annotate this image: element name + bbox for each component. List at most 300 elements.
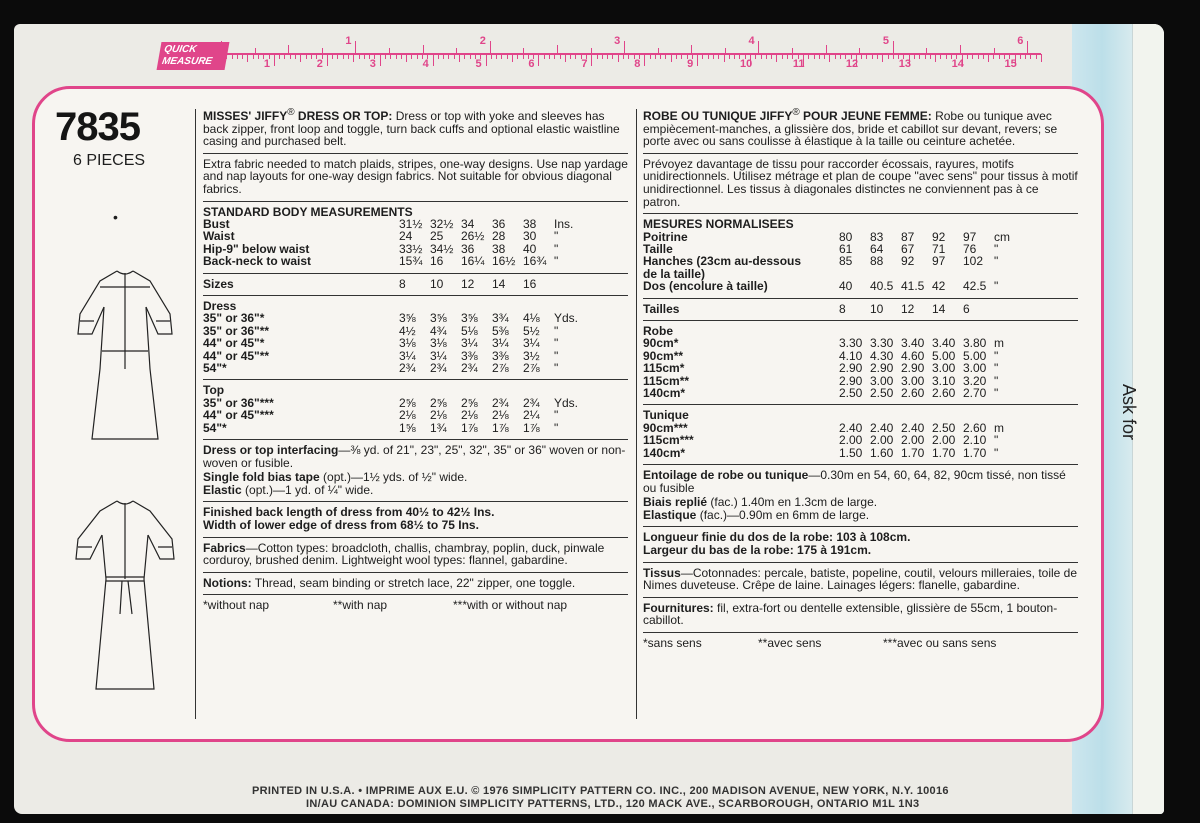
ruler-tick <box>713 54 714 59</box>
ruler-tick <box>364 54 365 59</box>
row-value: 3.30 <box>870 336 894 351</box>
fr-measurements-table <box>643 218 1071 292</box>
table-row <box>643 337 1071 349</box>
ruler-tick <box>523 54 524 59</box>
ruler-tick <box>232 54 233 59</box>
ruler-tick <box>607 54 608 59</box>
row-value: 2.40 <box>901 420 925 435</box>
row-unit: " <box>994 241 999 256</box>
ruler-tick <box>999 54 1000 59</box>
row-label: 35" or 36"*** <box>203 395 274 410</box>
row-label: Waist <box>203 229 235 244</box>
en-fabrics: Fabrics—Cotton types: broadcloth, challis, chambray, poplin, duck, pinwale corduroy, brushed denim. Lightweight wool types: flannel, gabardine. <box>203 540 605 568</box>
row-unit <box>994 268 1071 280</box>
row-value: 3⅜ <box>492 348 509 363</box>
ruler-tick <box>861 54 862 59</box>
en-top-table <box>203 384 621 434</box>
row-value: 2⅛ <box>461 408 478 423</box>
ruler-tick <box>612 54 613 59</box>
row-unit: Yds. <box>554 395 579 410</box>
ruler-inch-number: 1 <box>345 35 352 47</box>
row-value: 32½ <box>430 216 454 231</box>
table-header-row <box>643 409 1071 421</box>
row-label: 115cm*** <box>643 433 694 448</box>
ruler-inch-number: 2 <box>479 35 486 47</box>
ruler-tick <box>819 54 820 59</box>
row-value: 38 <box>523 216 537 231</box>
row-value: 3⅛ <box>399 336 416 351</box>
row-value: 3½ <box>523 348 540 363</box>
row-unit: cm <box>994 229 1010 244</box>
ruler-tick <box>337 54 338 59</box>
table-row <box>203 255 621 267</box>
ruler-cm-number: 3 <box>369 58 376 70</box>
row-unit: " <box>554 361 559 376</box>
ruler-tick <box>826 45 827 53</box>
ruler-tick <box>355 41 356 53</box>
row-value: 3¼ <box>523 336 540 351</box>
ruler-tick <box>935 54 936 62</box>
fr-lower-width: Largeur du bas de la robe: 175 à 191cm. <box>643 543 872 558</box>
quick-measure-ruler <box>159 34 1044 72</box>
row-value: 97 <box>932 254 946 269</box>
ruler-tick <box>725 48 726 53</box>
ruler-tick <box>792 48 793 53</box>
ruler-tick <box>824 54 825 59</box>
ruler-tick <box>660 54 661 59</box>
ruler-tick <box>718 54 719 59</box>
ruler-tick <box>808 54 809 59</box>
row-value: 2.60 <box>901 386 925 401</box>
row-value: 33½ <box>399 241 423 256</box>
row-value: 3¼ <box>399 348 416 363</box>
row-value: 24 <box>399 229 413 244</box>
table-row <box>643 362 1071 374</box>
ruler-tick <box>560 54 561 59</box>
ruler-tick <box>423 45 424 53</box>
ruler-tick <box>570 54 571 59</box>
row-unit: " <box>554 336 559 351</box>
row-value: 4.60 <box>901 348 925 363</box>
row-value: 4½ <box>399 323 416 338</box>
row-value: 3⅝ <box>399 311 416 326</box>
row-value: 3.10 <box>932 373 956 388</box>
ruler-tick <box>697 54 698 66</box>
size-value: 8 <box>399 276 406 291</box>
content-frame <box>32 86 1104 742</box>
row-label: Dos (encolure à taille) <box>643 279 768 294</box>
row-value: 71 <box>932 241 946 256</box>
row-unit: " <box>554 229 559 244</box>
ruler-tick <box>766 54 767 59</box>
row-label: 44" or 45"** <box>203 348 270 363</box>
row-value: 4.10 <box>839 348 863 363</box>
ruler-tick <box>655 54 656 59</box>
ruler-tick <box>311 54 312 59</box>
ruler-tick <box>242 54 243 59</box>
sizes-label: Tailles <box>643 301 680 316</box>
row-value: 2⅛ <box>492 408 509 423</box>
dot-mark: • <box>113 209 118 225</box>
row-value: 16¾ <box>523 254 547 269</box>
row-value: 31½ <box>399 216 423 231</box>
ruler-tick <box>1030 54 1031 59</box>
ruler-tick <box>380 54 381 66</box>
row-value: 16¼ <box>461 254 485 269</box>
row-value: 2¾ <box>399 361 416 376</box>
ruler-tick <box>544 54 545 59</box>
table-row <box>203 362 621 374</box>
row-value: 3⅝ <box>430 311 447 326</box>
ruler-tick <box>290 54 291 59</box>
row-unit: " <box>994 433 999 448</box>
row-unit: " <box>554 254 559 269</box>
row-value: 1.50 <box>839 445 863 460</box>
size-value: 12 <box>901 301 915 316</box>
ruler-tick <box>734 54 735 59</box>
en-elastic: Elastic (opt.)—1 yd. of ¼" wide. <box>203 482 374 497</box>
row-label: 35" or 36"** <box>203 323 270 338</box>
size-value: 6 <box>963 301 970 316</box>
row-value: 2⅞ <box>523 361 540 376</box>
ruler-tick <box>1041 54 1042 62</box>
row-value: 3¼ <box>430 348 447 363</box>
ruler-cm-number: 7 <box>581 58 588 70</box>
row-value: 40 <box>839 279 853 294</box>
row-value: 3⅝ <box>461 311 478 326</box>
fr-description: ROBE OU TUNIQUE JIFFY® POUR JEUNE FEMME: Robe ou tunique avec empiècement-manches, a glissière dos, bride et cabillot sur devant, revers; se porte avec ou sans coulisse à élastique à la taille ou ceinture achetée. <box>643 107 1058 149</box>
ruler-tick <box>401 54 402 59</box>
row-value: 2.90 <box>901 361 925 376</box>
ruler-tick <box>859 48 860 53</box>
ruler-tick <box>491 54 492 59</box>
table-row <box>203 337 621 349</box>
ruler-tick <box>359 54 360 59</box>
row-unit: " <box>994 279 999 294</box>
table-row <box>643 255 1071 267</box>
row-label: 90cm* <box>643 336 679 351</box>
ruler-tick <box>490 41 491 53</box>
side-flap-text: Ask for <box>1119 384 1139 441</box>
row-value: 67 <box>901 241 915 256</box>
row-value: 2.90 <box>839 361 863 376</box>
row-value: 2.70 <box>963 386 987 401</box>
row-label: 54"* <box>203 420 227 435</box>
row-label: 140cm* <box>643 386 686 401</box>
ruler-tick <box>925 54 926 59</box>
row-value: 36 <box>461 241 475 256</box>
row-unit: " <box>554 348 559 363</box>
row-label: 140cm* <box>643 445 686 460</box>
ruler-tick <box>456 48 457 53</box>
row-value: 16 <box>430 254 444 269</box>
ruler-tick <box>443 54 444 59</box>
ruler-tick <box>549 54 550 59</box>
size-value: 16 <box>523 276 537 291</box>
ruler-tick <box>470 54 471 59</box>
table-row <box>643 434 1071 446</box>
row-label: 90cm** <box>643 348 684 363</box>
row-value: 2¼ <box>523 408 540 423</box>
row-value: 1.70 <box>901 445 925 460</box>
ruler-tick <box>221 54 222 66</box>
ruler-tick <box>978 54 979 59</box>
ruler-tick <box>835 54 836 59</box>
english-column <box>203 107 628 612</box>
ruler-tick <box>226 54 227 59</box>
row-value: 80 <box>839 229 853 244</box>
fr-bias-tape: Biais replié (fac.) 1.40m en 1.3cm de large. <box>643 495 878 510</box>
ruler-cm-number: 5 <box>475 58 482 70</box>
ruler-tick <box>565 54 566 62</box>
row-unit: " <box>554 323 559 338</box>
row-label: 54"* <box>203 361 227 376</box>
ruler-tick <box>724 54 725 62</box>
ruler-tick <box>681 54 682 59</box>
ruler-tick <box>554 54 555 59</box>
size-value: 14 <box>932 301 946 316</box>
ruler-tick <box>343 54 344 59</box>
row-value: 97 <box>963 229 977 244</box>
row-unit: " <box>554 241 559 256</box>
ruler-tick <box>946 54 947 59</box>
size-value: 10 <box>430 276 444 291</box>
ruler-tick <box>406 54 407 62</box>
ruler-tick <box>448 54 449 59</box>
left-divider <box>195 109 196 719</box>
fr-dress-table <box>643 325 1071 399</box>
fr-top-table <box>643 409 1071 459</box>
table-row <box>643 280 1071 292</box>
ruler-tick <box>390 54 391 59</box>
row-value: 102 <box>963 254 984 269</box>
row-label: Poitrine <box>643 229 688 244</box>
row-value: 41.5 <box>901 279 925 294</box>
row-value: 2⅞ <box>492 361 509 376</box>
row-value: 2¾ <box>523 395 540 410</box>
footer-line-1: PRINTED IN U.S.A. • IMPRIME AUX E.U. © 1976 SIMPLICITY PATTERN CO. INC., 200 MADISON AVENUE, NEW YORK, N.Y. 10016 <box>252 785 949 797</box>
row-value: 4⅛ <box>523 311 540 326</box>
row-unit: " <box>994 254 999 269</box>
ruler-tick <box>967 54 968 59</box>
row-value: 2¾ <box>461 361 478 376</box>
ruler-tick <box>960 45 961 53</box>
row-value: 40 <box>523 241 537 256</box>
ruler-tick <box>758 41 759 53</box>
ruler-tick <box>512 54 513 62</box>
ruler-tick <box>591 48 592 53</box>
ruler-cm-number: 8 <box>634 58 641 70</box>
row-value: 3.00 <box>901 373 925 388</box>
row-value: 40.5 <box>870 279 894 294</box>
size-value: 8 <box>839 301 846 316</box>
row-value: 42.5 <box>963 279 987 294</box>
table-row <box>643 231 1071 243</box>
row-value: 26½ <box>461 229 485 244</box>
ruler-tick <box>255 48 256 53</box>
row-label: Taille <box>643 241 673 256</box>
size-value: 10 <box>870 301 884 316</box>
row-value: 76 <box>963 241 977 256</box>
row-value: 16½ <box>492 254 516 269</box>
ruler-cm-number: 10 <box>740 58 753 70</box>
row-unit: m <box>994 420 1004 435</box>
fr-fabrics: Tissus—Cotonnades: percale, batiste, popeline, coutil, velours milleraies, toile de Nimes duveteuse. Crêpe de laine. Lainages légers: flanelle, gabardine. <box>643 565 1078 593</box>
table-row <box>643 387 1071 399</box>
ruler-tick <box>888 54 889 59</box>
ruler-tick <box>926 48 927 53</box>
row-value: 64 <box>870 241 884 256</box>
en-interfacing: Dress or top interfacing—⅜ yd. of 21", 23", 25", 32", 35" or 36" woven or non-woven or fusible. <box>203 443 626 470</box>
fr-footnotes: *sans sens **avec sens ***avec ou sans sens <box>643 636 997 650</box>
ruler-tick <box>829 54 830 62</box>
ruler-tick <box>755 54 756 59</box>
row-value: 3.20 <box>963 373 987 388</box>
ruler-tick <box>814 54 815 59</box>
ruler-tick <box>787 54 788 59</box>
row-label: 44" or 45"*** <box>203 408 274 423</box>
en-bias-tape: Single fold bias tape (opt.)—1½ yds. of ½" wide. <box>203 470 468 485</box>
ruler-tick <box>253 54 254 59</box>
ruler-tick <box>676 54 677 59</box>
fr-notions: Fournitures: fil, extra-fort ou dentelle extensible, glissière de 55cm, 1 bouton-cabillot. <box>643 600 1058 628</box>
row-value: 2.50 <box>932 420 956 435</box>
ruler-tick <box>776 54 777 62</box>
row-value: 2.00 <box>870 433 894 448</box>
ruler-tick <box>988 54 989 62</box>
row-value: 4.30 <box>870 348 894 363</box>
ruler-tick <box>914 54 915 59</box>
fr-sizes-table <box>643 303 1071 315</box>
row-unit: " <box>994 386 999 401</box>
ruler-tick <box>279 54 280 59</box>
row-value: 3⅜ <box>461 348 478 363</box>
row-value: 3.80 <box>963 336 987 351</box>
ruler-tick <box>1036 54 1037 59</box>
ruler-tick <box>893 54 894 59</box>
row-value: 34 <box>461 216 475 231</box>
ruler-tick <box>300 54 301 62</box>
ruler-tick <box>623 54 624 59</box>
row-label: de la taille) <box>643 266 706 281</box>
quick-measure-badge: QUICK MEASURE <box>157 42 230 70</box>
ruler-tick <box>919 54 920 59</box>
row-value: 2.00 <box>901 433 925 448</box>
ruler-tick <box>288 45 289 53</box>
center-divider <box>636 109 637 719</box>
table-row <box>643 447 1071 459</box>
row-value: 2⅛ <box>399 408 416 423</box>
ruler-tick <box>396 54 397 59</box>
row-value: 5⅜ <box>492 323 509 338</box>
french-column <box>643 107 1078 650</box>
pattern-header <box>55 105 185 170</box>
ruler-tick <box>221 41 222 53</box>
row-value: 2.60 <box>963 420 987 435</box>
row-value: 2.00 <box>839 433 863 448</box>
row-value: 25 <box>430 229 444 244</box>
ruler-tick <box>385 54 386 59</box>
table-row <box>203 218 621 230</box>
table-row <box>203 230 621 242</box>
ruler-tick <box>771 54 772 59</box>
table-header: Top <box>203 383 225 398</box>
ruler-tick <box>1020 54 1021 59</box>
row-value: 15¾ <box>399 254 423 269</box>
ruler-tick <box>438 54 439 59</box>
row-value: 3.00 <box>963 361 987 376</box>
ruler-tick <box>417 54 418 59</box>
ruler-cm-number: 1 <box>263 58 271 70</box>
table-row <box>203 422 621 434</box>
row-value: 34½ <box>430 241 454 256</box>
en-description: MISSES' JIFFY® DRESS OR TOP: Dress or top with yoke and sleeves has back zipper, front loop and toggle, turn back cuffs and optional elastic waistline casing and purchased belt. <box>203 107 620 149</box>
row-value: 3.00 <box>870 373 894 388</box>
en-lower-width: Width of lower edge of dress from 68½ to 75 Ins. <box>203 518 479 533</box>
row-label: 44" or 45"* <box>203 336 265 351</box>
ruler-tick <box>624 41 625 53</box>
size-value: 12 <box>461 276 475 291</box>
sizes-label: Sizes <box>203 276 234 291</box>
ruler-tick <box>940 54 941 59</box>
footer-line-2: IN/AU CANADA: DOMINION SIMPLICITY PATTERNS, LTD., 120 MACK AVE., SCARBOROUGH, ONTARIO M1L 1N3 <box>306 798 920 810</box>
en-finished-length: Finished back length of dress from 40½ to 42½ Ins. <box>203 505 495 520</box>
row-unit: " <box>994 373 999 388</box>
table-header: Robe <box>643 324 673 338</box>
row-value: 2.40 <box>870 420 894 435</box>
ruler-tick <box>284 54 285 59</box>
row-label: Hanches (23cm au-dessous <box>643 254 802 269</box>
ruler-tick <box>644 54 645 66</box>
row-unit: m <box>994 336 1004 351</box>
ruler-cm-number: 15 <box>1004 58 1017 70</box>
ruler-tick <box>237 54 238 59</box>
row-unit: " <box>994 445 999 460</box>
row-value: 83 <box>870 229 884 244</box>
row-label: 35" or 36"* <box>203 311 265 326</box>
row-value: 92 <box>932 229 946 244</box>
fr-interfacing: Entoilage de robe ou tunique—0.30m en 54, 60, 64, 82, 90cm tissé, non tissé ou fusible <box>643 468 1066 495</box>
ruler-tick <box>983 54 984 59</box>
ruler-tick <box>597 54 598 59</box>
ruler-tick <box>501 54 502 59</box>
row-value: 2.50 <box>839 386 863 401</box>
ruler-tick <box>507 54 508 59</box>
printing-credits <box>252 785 949 811</box>
row-unit: " <box>554 420 559 435</box>
ruler-tick <box>348 54 349 59</box>
ruler-tick <box>840 54 841 59</box>
ruler-tick <box>353 54 354 62</box>
ruler-tick <box>295 54 296 59</box>
ruler-tick <box>322 48 323 53</box>
row-label: Back-neck to waist <box>203 254 312 269</box>
ruler-tick <box>258 54 259 59</box>
en-sizes-table <box>203 278 621 290</box>
row-value: 2⅝ <box>430 395 447 410</box>
ruler-cm-number: 9 <box>687 58 694 70</box>
row-value: 87 <box>901 229 915 244</box>
row-value: 3⅛ <box>430 336 447 351</box>
row-value: 85 <box>839 254 853 269</box>
row-value: 2.90 <box>870 361 894 376</box>
ruler-tick <box>411 54 412 59</box>
en-measurements-table <box>203 206 621 268</box>
row-value: 42 <box>932 279 946 294</box>
ruler-tick <box>486 54 487 66</box>
ruler-tick <box>523 48 524 53</box>
ruler-tick <box>691 45 692 53</box>
